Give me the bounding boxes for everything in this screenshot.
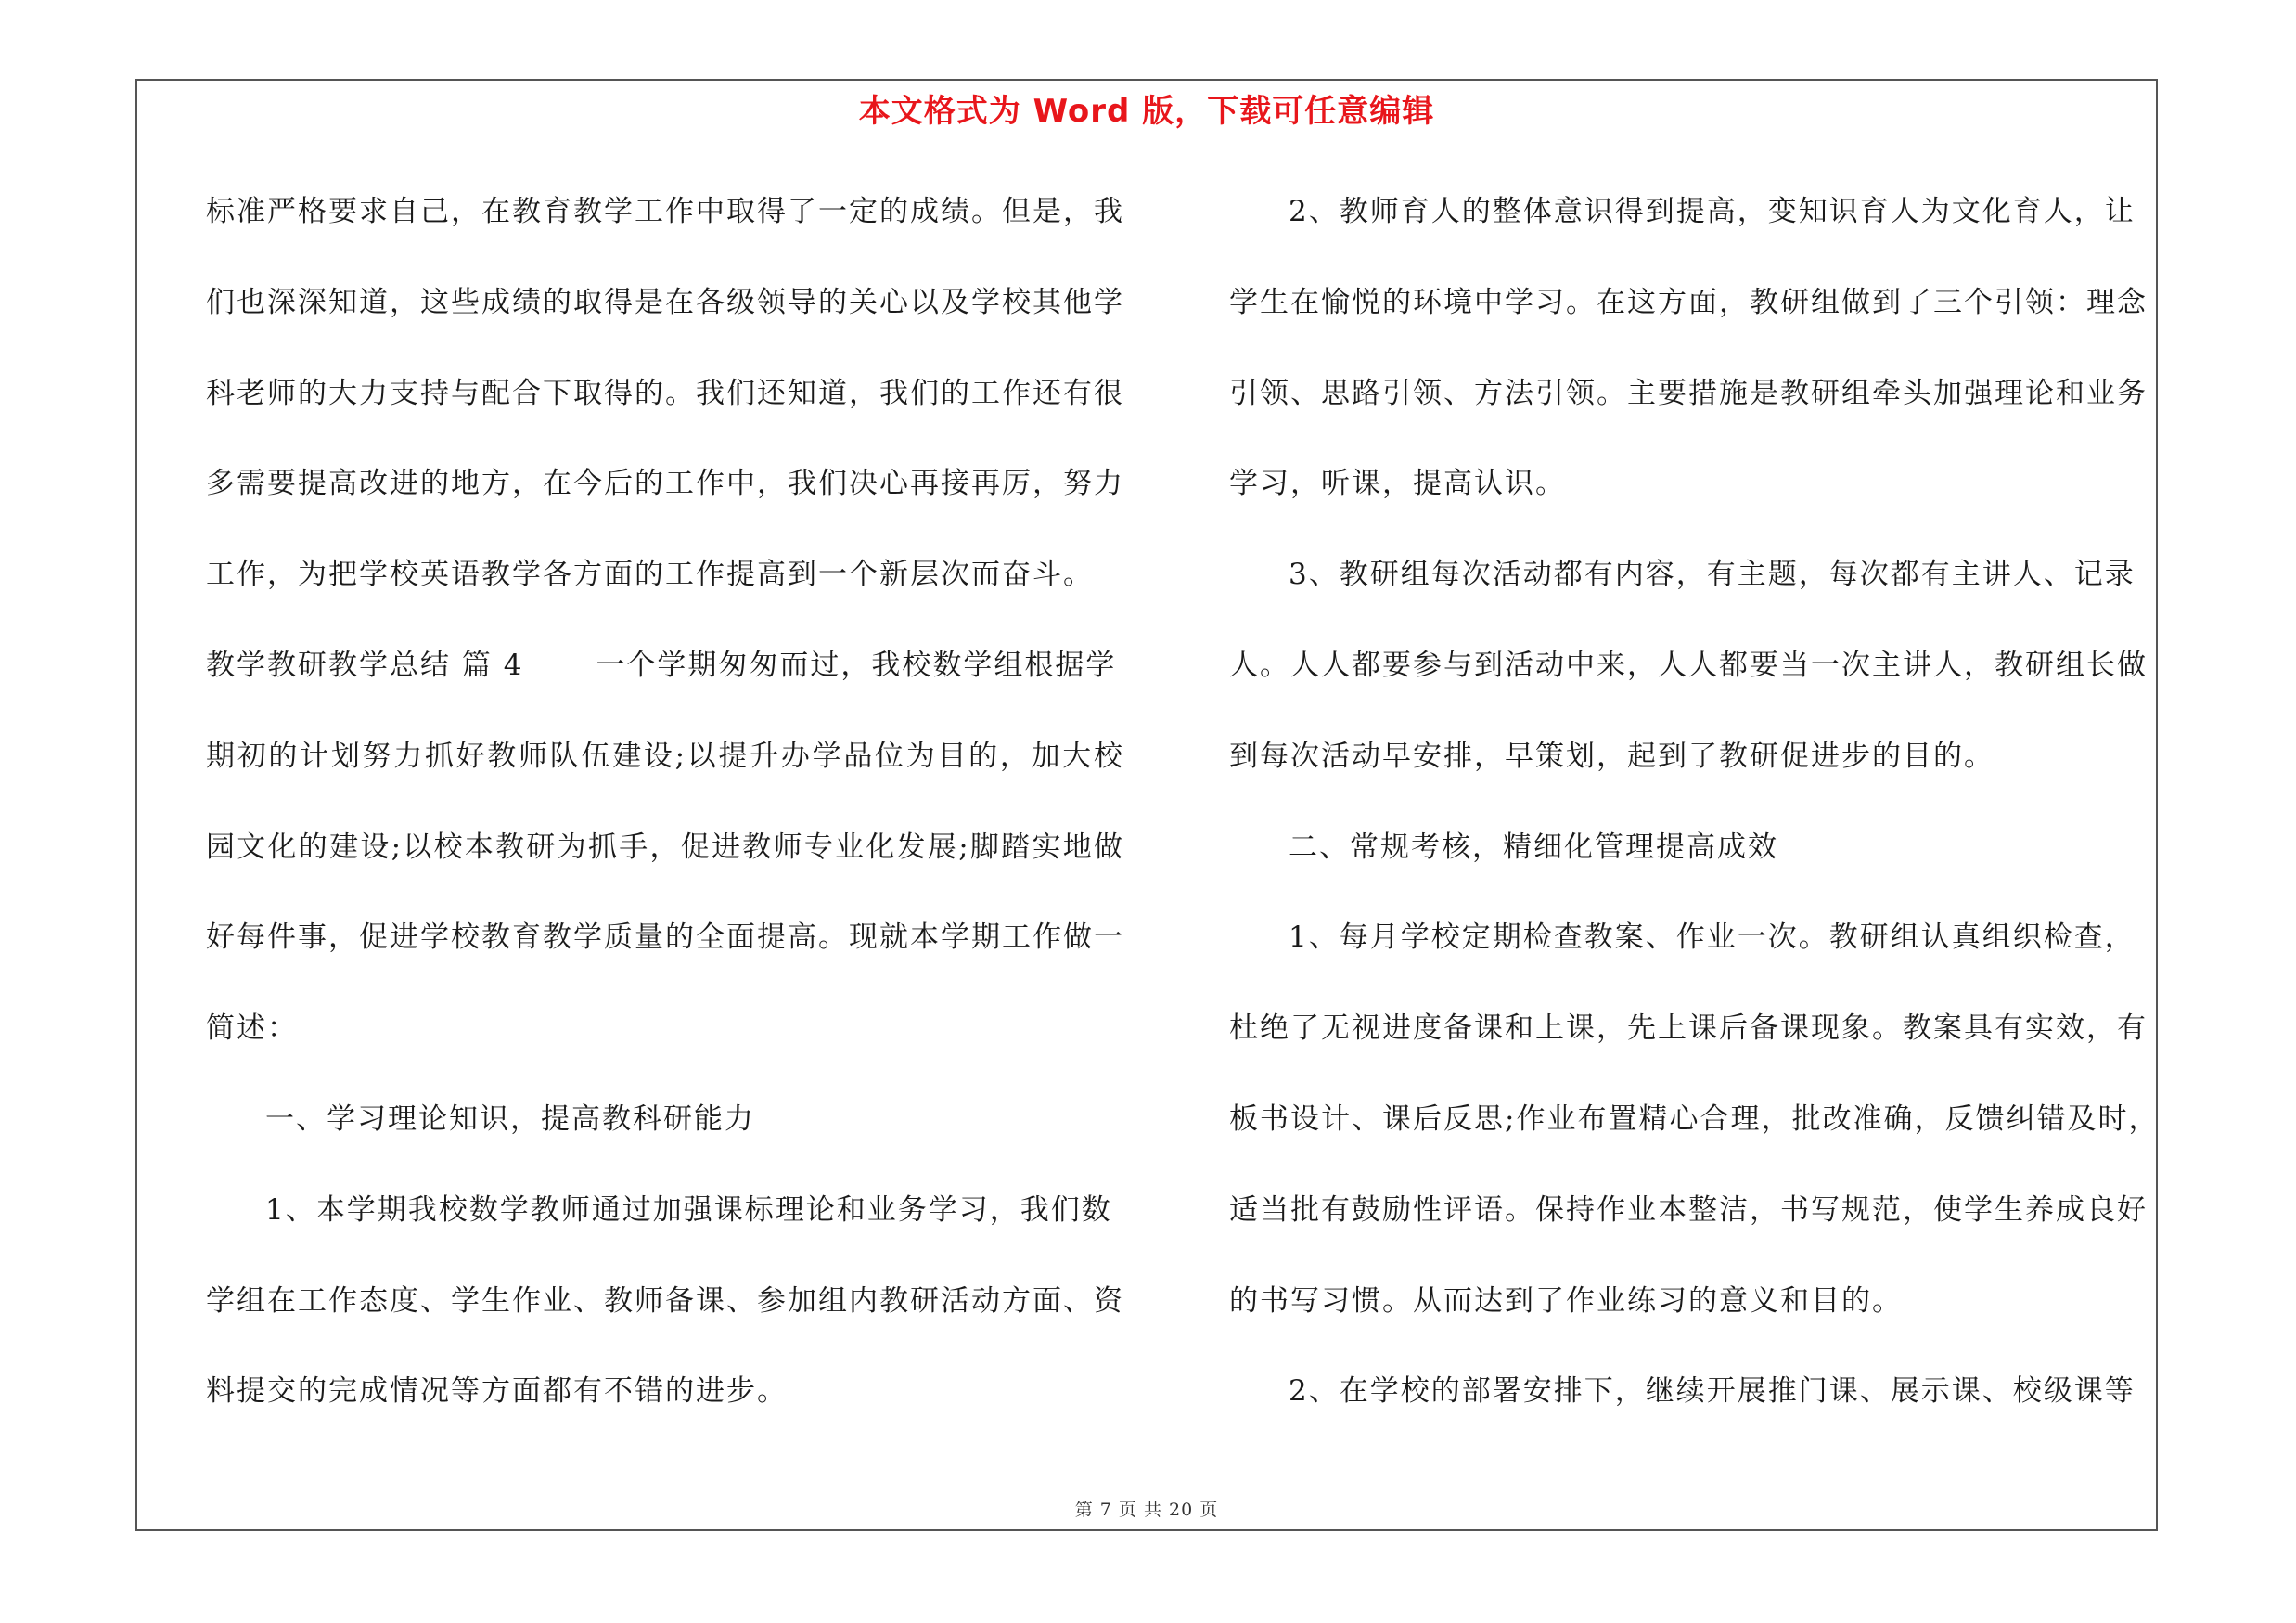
section-heading: 教学教研教学总结 篇 4: [206, 648, 524, 682]
text-line: 工作，为把学校英语教学各方面的工作提高到一个新层次而奋斗。: [206, 558, 1094, 592]
text-line: 学组在工作态度、学生作业、教师备课、参加组内教研活动方面、资: [206, 1283, 1124, 1318]
text-line: 杜绝了无视进度备课和上课，先上课后备课现象。教案具有实效，有: [1229, 1011, 2148, 1046]
left-column: [206, 182, 1124, 1452]
text-line: 3、教研组每次活动都有内容，有主题，每次都有主讲人、记录: [1289, 558, 2136, 592]
text-line: 期初的计划努力抓好教师队伍建设;以提升办学品位为目的，加大校: [206, 739, 1124, 773]
page-number: 第 7 页 共 20 页: [1074, 1500, 1219, 1520]
text-line: 科老师的大力支持与配合下取得的。我们还知道，我们的工作还有很: [206, 376, 1124, 410]
text-line: 标准严格要求自己，在教育教学工作中取得了一定的成绩。但是，我: [206, 195, 1124, 228]
text-line: 多需要提高改进的地方，在今后的工作中，我们决心再接再厉，努力: [206, 467, 1124, 501]
text-line: 们也深深知道，这些成绩的取得是在各级领导的关心以及学校其他学: [206, 285, 1124, 319]
section-intro: 一个学期匆匆而过，我校数学组根据学: [596, 648, 1117, 682]
text-line: 引领、思路引领、方法引领。主要措施是教研组牵头加强理论和业务: [1229, 376, 2148, 410]
text-line: 人。人人都要参与到活动中来，人人都要当一次主讲人，教研组长做: [1229, 648, 2148, 682]
subheading: 二、常规考核，精细化管理提高成效: [1289, 830, 1778, 864]
text-line: 2、教师育人的整体意识得到提高，变知识育人为文化育人，让: [1289, 195, 2136, 228]
word-format-banner: 本文格式为 Word 版，下载可任意编辑: [858, 93, 1435, 130]
text-line: 适当批有鼓励性评语。保持作业本整洁，书写规范，使学生养成良好: [1229, 1192, 2148, 1227]
subheading: 一、学习理论知识，提高教科研能力: [265, 1101, 755, 1136]
section-title-line: [206, 636, 1124, 727]
text-line: 好每件事，促进学校教育教学质量的全面提高。现就本学期工作做一: [206, 921, 1124, 955]
text-line: 学习，听课，提高认识。: [1229, 467, 1566, 501]
text-line: 简述：: [206, 1011, 298, 1046]
right-column: [1229, 182, 2160, 1452]
text-line: 学生在愉悦的环境中学习。在这方面，教研组做到了三个引领：理念: [1229, 285, 2148, 319]
text-line: 料提交的完成情况等方面都有不错的进步。: [206, 1374, 788, 1409]
text-line: 的书写习惯。从而达到了作业练习的意义和目的。: [1229, 1283, 1903, 1318]
text-line: 2、在学校的部署安排下，继续开展推门课、展示课、校级课等: [1289, 1374, 2136, 1409]
text-line: 园文化的建设;以校本教研为抓手，促进教师专业化发展;脚踏实地做: [206, 830, 1124, 864]
text-line: 1、每月学校定期检查教案、作业一次。教研组认真组织检查，: [1289, 921, 2136, 955]
text-line: 1、本学期我校数学教师通过加强课标理论和业务学习，我们数: [265, 1192, 1112, 1227]
text-line: 板书设计、课后反思;作业布置精心合理，批改准确，反馈纠错及时，: [1229, 1101, 2160, 1136]
text-line: 到每次活动早安排，早策划，起到了教研促进步的目的。: [1229, 739, 1995, 773]
